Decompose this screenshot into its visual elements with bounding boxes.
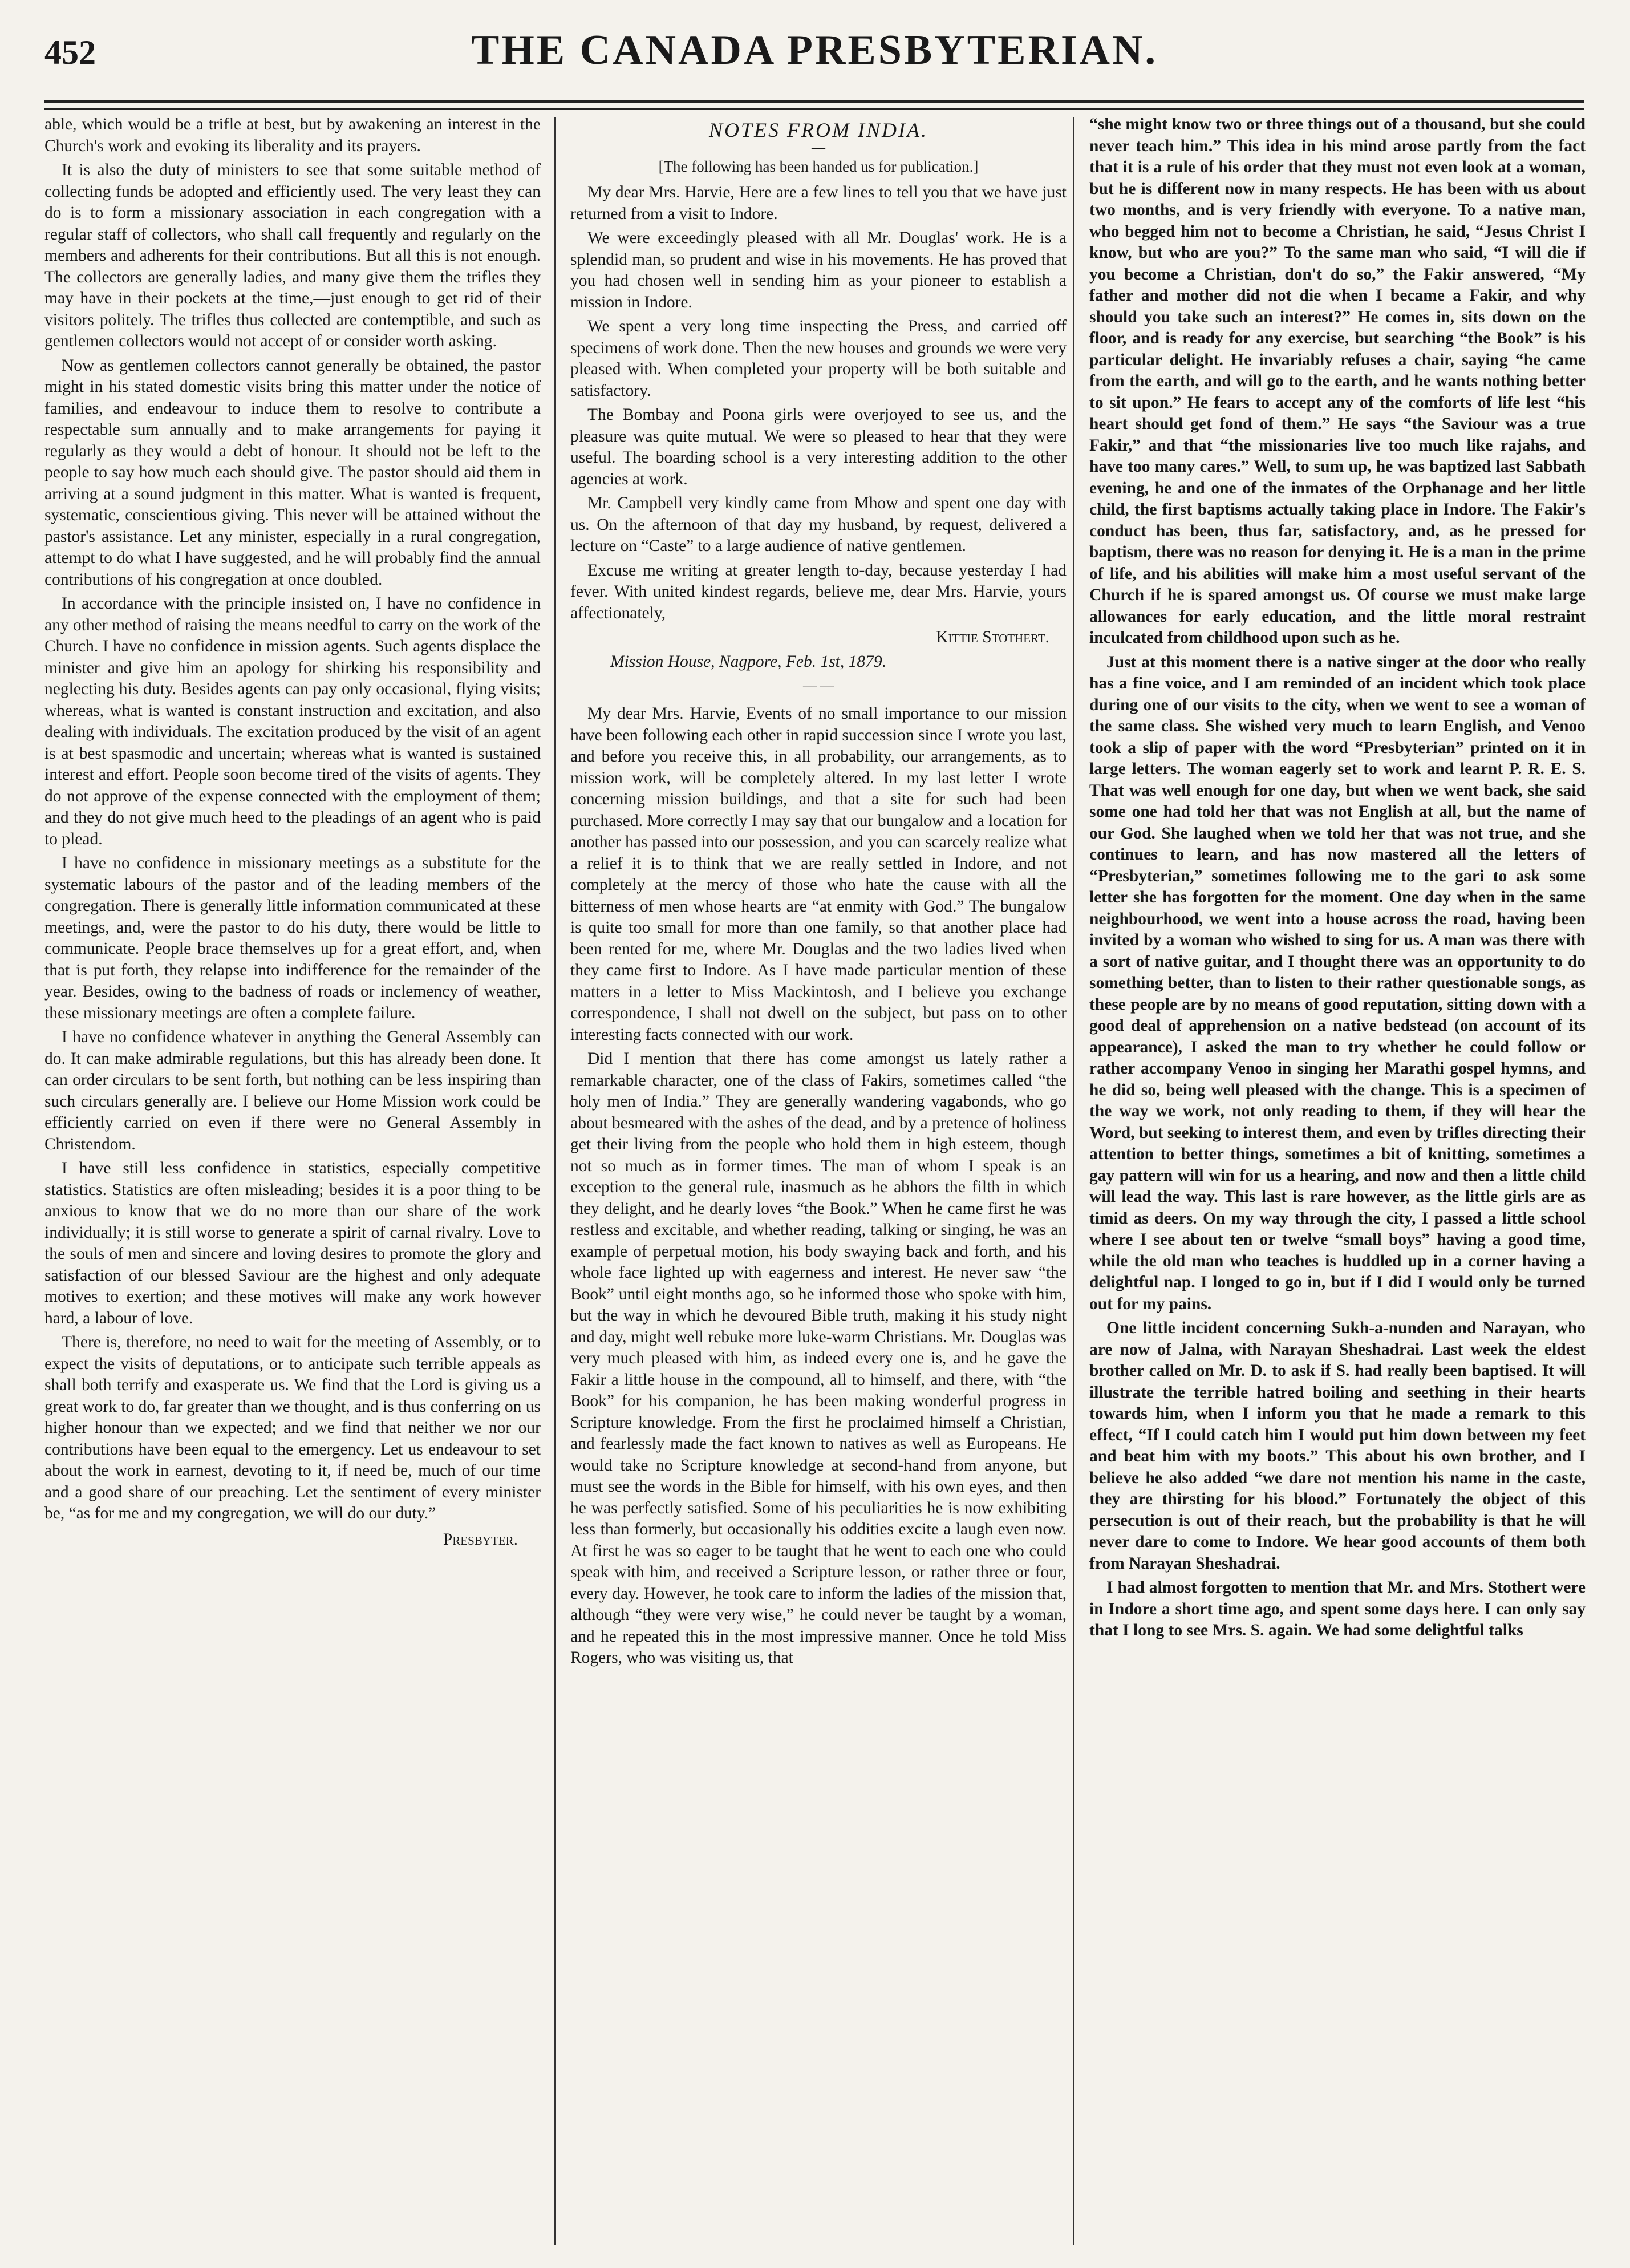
paragraph: We spent a very long time inspecting the Press, and carried off specimens of work done. Then the new houses and grounds we were very pleased with. When completed your property will be both suitable and satisfactory.	[570, 317, 1067, 400]
paragraph: I had almost forgotten to mention that Mr. and Mrs. Stothert were in Indore a short time ago, and spent some days here. I can only say that I long to see Mrs. S. again. We had some delightful talks	[1089, 1578, 1586, 1639]
masthead	[44, 23, 1584, 91]
paragraph: Excuse me writing at greater length to-day, because yesterday I had fever. With united kindest regards, believe me, dear Mrs. Harvie, yours affectionately,	[570, 561, 1067, 622]
page-number: 452	[44, 34, 96, 71]
column-2	[570, 114, 1067, 2247]
paragraph: It is also the duty of ministers to see that some suitable method of collecting funds be adopted and efficiently used. The very least they can do is to form a missionary association in each congregation with a regular staff of collectors, who shall call frequently and regularly on the members and adherents for their contributions. But all this is not enough. The collectors are generally ladies, and many give them the trifles they may have in their pockets at the time,—just enough to get rid of their visitors politely. The trifles thus collected are contemptible, and such as gentlemen collectors would not accept of or consider worth asking.	[44, 161, 541, 350]
column-divider	[1073, 117, 1074, 2245]
heading-dash: —	[812, 140, 825, 155]
paragraph: “she might know two or three things out of a thousand, but she could never teach him.” This idea in his mind arose partly from the fact that it is a rule of his order that they must not even look at a woman, but he is different now in many respects. He has been with us about two months, and is very friendly with everyone. To a native man, who begged him not to become a Christian, he said, “Jesus Christ I know, but who are you?” To the same man who said, “I will die if you become a Christian, don't do so,” the Fakir answered, “My father and mother did not die when I became a Fakir, and why should you take such an interest?” He comes in, sits down on the floor, and is ready for any exercise, but searching “the Book” is his particular delight. He invariably refuses a chair, saying “he came from the earth, and will go to the earth, and he wants nothing better to sit upon.” He fears to accept any of the comforts of life lest “his heart should get fond of them.” He says “the Saviour was a true Fakir,” and that “the missionaries live too much like rajahs, and have too many cares.” Well, to sum up, he was baptized last Sabbath evening, he and one of the inmates of the Orphanage and her little child, the first baptisms actually taking place in Indore. The Fakir's conduct has been, thus far, satisfactory, and, as he pressed for baptism, there was no reason for denying it. He is a man in the prime of life, and his abilities will make him a most useful servant of the Church if he is spared amongst us. Of course we must make large allowances for early education, and the little moral restraint inculcated from childhood upon such as he.	[1089, 115, 1586, 647]
newspaper-title: THE CANADA PRESBYTERIAN.	[471, 27, 1158, 74]
paragraph: The Bombay and Poona girls were overjoyed to see us, and the pleasure was quite mutual. We were so pleased to hear that they were useful. The boarding school is a very interesting addition to the other agencies at work.	[570, 406, 1067, 488]
paragraph: Just at this moment there is a native singer at the door who really has a fine voice, and I am reminded of an incident which took place during one of our visits to the city, when we went to see a woman of the same class. She wished very much to learn English, and Venoo took a slip of paper with the word “Presbyterian” printed on it in large letters. The woman eagerly set to work and learnt P. R. E. S. That was well enough for one day, but when we went back, she said some one had told her that was not English at all, but the name of our God. She laughed when we told her that was not true, and she continues to learn, and has now mastered all the letters of “Presbyterian,” sometimes following me to the gari to ask some letter she has forgotten for the moment. One day when in the same neighbourhood, we went into a house across the road, having been invited by a woman who wished to sing for us. A man was there with a sort of native guitar, and I thought there was an opportunity to do something better, than to listen to their rather questionable songs, as these people are by no means of good reputation, sitting down with a good deal of apprehension on a native bedstead (on account of its appearance), I asked the man to try whether he could follow or rather accompany Venoo in singing her Marathi gospel hymns, and he did so, being well pleased with the change. This is a specimen of the way we work, not only reading to them, if they will hear the Word, but seeking to interest them, and even by trifles directing their attention to better things, sometimes a bit of knitting, sometimes a gay pattern will win for us a hearing, and now and then a little child will lead the way. This last is rare however, as the little girls are as timid as deers. On my way through the city, I passed a little school where I see about ten or twelve “small boys” having a good time, while the old man who teaches is huddled up in a corner having a delightful nap. I longed to go in, but if I did I would only be turned out for my pains.	[1089, 653, 1586, 1313]
masthead-rule-thin	[44, 108, 1584, 110]
masthead-rule-thick	[44, 100, 1584, 103]
article-intro: [The following has been handed us for publication.]	[658, 157, 979, 175]
letter-dateline: Mission House, Nagpore, Feb. 1st, 1879.	[610, 652, 886, 671]
author-signoff: Presbyter.	[443, 1530, 518, 1549]
paragraph: In accordance with the principle insisted on, I have no confidence in any other method of raising the means needful to carry on the work of the Church. I have no confidence in mission agents. Such agents displace the minister and give him an apology for shirking his responsibility and neglecting his duty. Besides agents can pay only occasional, flying visits; whereas, what is wanted is constant instruction and excitation, and also dealing with individuals. The excitation produced by the visit of an agent is at best spasmodic and uncertain; whereas what is wanted is sustained interest and effort. People soon become tired of the visits of agents. They do not approve of the expense connected with the employment of them; and they do not give much heed to the pleadings of an agent who is paid to plead.	[44, 594, 541, 848]
paragraph: I have no confidence in missionary meetings as a substitute for the systematic labours of the pastor and of the leading members of the congregation. There is generally little information communicated at these meetings, and, were the pastor to do his duty, there would be little to communicate. People brace themselves up for a great effort, and, when that is put forth, they relapse into indifference for the remainder of the year. Besides, owing to the badness of roads or inclemency of weather, these missionary meetings are often a complete failure.	[44, 854, 541, 1022]
column-divider	[554, 117, 556, 2245]
paragraph: One little incident concerning Sukh-a-nunden and Narayan, who are now of Jalna, with Narayan Sheshadrai. Last week the eldest brother called on Mr. D. to ask if S. had really been baptised. It will illustrate the terrible hatred boiling and seething in their hearts towards him, when I inform you that he made a remark to this effect, “If I could catch him I would put him down between my feet and beat him with my boots.” This about his own brother, and I believe he also added “we dare not mention his name in the caste, they are thirsting for his blood.” Fortunately the object of this persecution is out of their reach, but the probability is that he will never dare to come to Indore. We hear good accounts of them both from Narayan Sheshadrai.	[1089, 1319, 1586, 1573]
column-1	[44, 114, 541, 2247]
paragraph: We were exceedingly pleased with all Mr. Douglas' work. He is a splendid man, so prudent and wise in his movements. He has proved that you had chosen well in sending him as your pioneer to establish a mission in Indore.	[570, 229, 1067, 311]
paragraph: I have still less confidence in statistics, especially competitive statistics. Statistics are often misleading; besides it is a poor thing to be anxious to know that we do no more than our share of the work individually; it is still worse to generate a spirit of carnal rivalry. Love to the souls of men and sincere and loving desires to promote the glory and satisfaction of our blessed Saviour are the highest and only adequate motives to exertion; and these motives will make any work however hard, a labour of love.	[44, 1159, 541, 1327]
paragraph: There is, therefore, no need to wait for the meeting of Assembly, or to expect the visits of deputations, or to anticipate such terrible appeals as shall both terrify and exasperate us. We find that the Lord is giving us a great work to do, far greater than we thought, and is thus conferring on us higher honour than we expected; and we find that neither we nor our contributions have been equal to the emergency. Let us endeavour to set about the work in earnest, devoting to it, if need be, much of our time and a good share of our preaching. Let the sentiment of every minister be, “as for me and my congregation, we will do our duty.”	[44, 1333, 541, 1522]
letter-signature: Kittie Stothert.	[936, 628, 1049, 646]
article-heading: NOTES FROM INDIA.	[709, 119, 928, 141]
paragraph: Mr. Campbell very kindly came from Mhow and spent one day with us. On the afternoon of that day my husband, by request, delivered a lecture on “Caste” to a large audience of native gentlemen.	[570, 494, 1067, 555]
paragraph: able, which would be a trifle at best, but by awakening an interest in the Church's work and evoking its liberality and its prayers.	[44, 115, 541, 155]
paragraph: Did I mention that there has come amongst us lately rather a remarkable character, one of the class of Fakirs, sometimes called “the holy men of India.” They are generally wandering vagabonds, who go about besmeared with the ashes of the dead, and by a pretence of holiness get their living from the people who hold them in high esteem, though not so much as in former times. The man of whom I speak is an exception to the general rule, inasmuch as he abhors the filth in which they delight, and he dearly loves “the Book.” When he came first he was restless and excitable, and whether reading, talking or singing, he was an example of perpetual motion, his body swaying back and forth, and his whole face lighted up with eagerness and interest. He never saw “the Book” until eight months ago, so he informed those who spoke with him, but the way in which he devoured Bible truth, making it his study night and day, might well rebuke more luke-warm Christians. Mr. Douglas was very much pleased with him, as indeed every one is, and he gave the Fakir a little house in the compound, all to himself, and there, with “the Book” for his companion, he has been making wonderful progress in Scripture knowledge. From the first he proclaimed himself a Christian, and fearlessly made the fact known to natives as well as Europeans. He would take no Scripture knowledge at second-hand from anyone, but must see the words in the Bible for himself, with his own eyes, and then he was perfectly satisfied. Some of his peculiarities he is now exhibiting less than formerly, but occasionally his oddities excite a laugh even now. At first he was so eager to be taught that he went to each one who could speak with him, and received a Scripture lesson, or rather three or four, every day. However, he took care to inform the ladies of the mission that, although “they were very wise,” he could never be taught by a woman, and he repeated this in the most impressive manner. Once he told Miss Rogers, who was visiting us, that	[570, 1050, 1067, 1667]
paragraph: My dear Mrs. Harvie, Here are a few lines to tell you that we have just returned from a visit to Indore.	[570, 183, 1067, 223]
paragraph: I have no confidence whatever in anything the General Assembly can do. It can make admirable regulations, but this has already been done. It can order circulars to be sent forth, but nothing can be less inspiring than such circulars generally are. I believe our Home Mission work could be efficiently carried on even if there were no General Assembly in Christendom.	[44, 1028, 541, 1153]
column-3	[1089, 114, 1586, 2247]
paragraph: My dear Mrs. Harvie, Events of no small importance to our mission have been following each other in rapid succession since I wrote you last, and before you receive this, in all probability, our arrangements, as to mission work, will be completely altered. In my last letter I wrote concerning mission buildings, and that a site for such had been purchased. More correctly I may say that our bungalow and a location for another has passed into our possession, and you can scarcely realize what a relief it is to think that we are really settled in Indore, and not completely at the mercy of those who hate the cause with all the bitterness of men whose hearts are “at enmity with God.” The bungalow is quite too small for more than one family, so that another place had been rented for me, where Mr. Douglas and the two ladies lived when they came first to Indore. As I have made particular mention of these matters in a letter to Miss Mackintosh, and I believe you exchange correspondence, I shall not dwell on the subject, but pass on to other interesting facts connected with our work.	[570, 704, 1067, 1044]
paragraph: Now as gentlemen collectors cannot generally be obtained, the pastor might in his stated domestic visits bring this matter under the notice of families, and endeavour to induce them to resolve to contribute a respectable sum annually and to make arrangements for paying it regularly as they would a debt of honour. It should not be left to the people to say how much each should give. The pastor should aid them in arriving at a sound judgment in this matter. What is wanted is frequent, systematic, conscientious giving. This never will be attained without the pastor's assistance. Let any minister, especially in a rural congregation, attempt to do what I have suggested, and he will probably find the annual contributions of his congregation at once doubled.	[44, 356, 541, 589]
section-separator: — —	[803, 679, 834, 694]
